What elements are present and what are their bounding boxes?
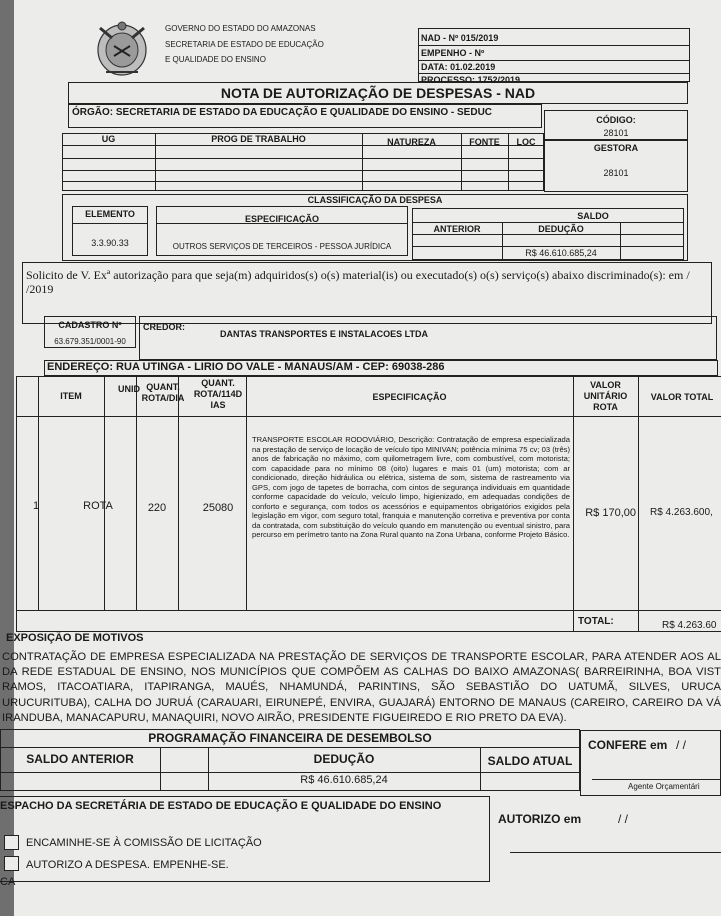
agente-orcamentario: Agente Orçamentári <box>628 782 700 791</box>
orgao-text: ÓRGÃO: SECRETARIA DE ESTADO DA EDUCAÇÃO E QUALIDADE DO ENSINO - SEDUC <box>72 107 493 118</box>
motivos-title: EXPOSIÇÃO DE MOTIVOS <box>6 632 144 644</box>
encaminhe-checkbox[interactable] <box>4 835 19 850</box>
confere-date-slashes: / / <box>676 738 687 752</box>
gestora-value: 28101 <box>603 168 629 178</box>
nad-number: NAD - Nº 015/2019 <box>421 33 499 43</box>
item-valor-unitario: R$ 170,00 <box>585 507 636 519</box>
col-valor-unitario: VALOR UNITÁRIO ROTA <box>583 380 628 412</box>
item-quant-ias: 25080 <box>202 502 234 514</box>
saldo-label: SALDO <box>577 211 609 221</box>
col-quant-ias: QUANT. ROTA/114D IAS <box>193 378 243 410</box>
item-valor-total: R$ 4.263.600, <box>650 507 713 518</box>
autorizo-em-label: AUTORIZO em <box>498 812 582 826</box>
especificacao-value: OUTROS SERVIÇOS DE TERCEIROS - PESSOA JURÍDICA <box>172 242 392 251</box>
elemento-value: 3.3.90.33 <box>91 238 129 248</box>
deducao-value-2: R$ 46.610.685,24 <box>300 774 388 786</box>
col-ug: UG <box>101 134 116 144</box>
col-unid: UNID <box>118 384 140 394</box>
header-gov-line1: GOVERNO DO ESTADO DO AMAZONAS <box>165 24 316 33</box>
credor-name: DANTAS TRANSPORTES E INSTALACOES LTDA <box>220 329 429 339</box>
item-number: 1 <box>32 500 40 512</box>
solicito-text: Solicito de V. Exª autorização para que seja(m) adquiridos(s) o(s) material(is) ou executado(s) o(s) serviço(s) abaixo discriminado(s): em / /2019 <box>26 268 690 296</box>
total-label: TOTAL: <box>578 616 614 627</box>
col-natureza: NATUREZA <box>387 137 436 147</box>
header-gov-line2: SECRETARIA DE ESTADO DE EDUCAÇÃO <box>165 40 324 49</box>
classificacao-title: CLASSIFICAÇÃO DA DESPESA <box>307 195 443 205</box>
gestora-label: GESTORA <box>593 143 639 153</box>
motivos-text: CONTRATAÇÃO DE EMPRESA ESPECIALIZADA NA PRESTAÇÃO DE SERVIÇOS DE TRANSPORTE ESCOLAR, PARA ATENDER AOS AL DA REDE ESTADUAL DE ENSINO, NOS MUNICÍPIOS QUE COMPÕEM AS CALHAS DO BAIXO AMAZONAS( BARREIRINHA, BOA VIST RAMOS, ITACOATIARA, ITAPIRANGA, MAUÉS, NHAMUNDÁ, PARINTINS, SÃO SEBASTIÃO DO UATUMÃ, SILVES, URUCA URUCURITUBA), CALHA DO JURUÁ (CARAUARI, EIRUNEPÉ, ENVIRA, GUAJARÁ) ENTORNO DE MANAUS (CAREIRO, CAREIRO DA VÁ IRANDUBA, MANACAPURU, MANAQUIRI, NOVO AIRÃO, PRESIDENTE FIGUEIREDO E RIO PRETO DA EVA). <box>2 651 721 724</box>
col-fonte: FONTE <box>469 137 500 147</box>
programacao-title: PROGRAMAÇÃO FINANCEIRA DE DESEMBOLSO <box>148 731 432 745</box>
col-quant-rota: QUANT. ROTA/DIA <box>141 382 185 403</box>
deducao-label: DEDUÇÃO <box>538 224 584 234</box>
header-gov-line3: E QUALIDADE DO ENSINO <box>165 55 266 64</box>
encaminhe-label: ENCAMINHE-SE À COMISSÃO DE LICITAÇÃO <box>26 837 262 849</box>
autorizo-checkbox[interactable] <box>4 856 19 871</box>
credor-label: CREDOR: <box>143 322 185 332</box>
codigo-value: 28101 <box>603 128 629 138</box>
deducao-label-2: DEDUÇÃO <box>313 752 375 766</box>
cadastro-value: 63.679.351/0001-90 <box>54 337 126 346</box>
endereco-text: ENDEREÇO: RUA UTINGA - LIRIO DO VALE - MANAUS/AM - CEP: 69038-286 <box>47 361 445 373</box>
document-title: NOTA DE AUTORIZAÇÃO DE DESPESAS - NAD <box>220 85 536 101</box>
saldo-atual-label: SALDO ATUAL <box>487 754 573 768</box>
col-prog-trabalho: PROG DE TRABALHO <box>211 134 306 144</box>
despacho-footer-fragment: CA <box>0 876 16 888</box>
nad-date: DATA: 01.02.2019 <box>421 62 496 72</box>
saldo-anterior-label: SALDO ANTERIOR <box>26 752 134 766</box>
anterior-label: ANTERIOR <box>433 224 481 234</box>
col-loc: LOC <box>516 137 536 147</box>
especificacao-label: ESPECIFICAÇÃO <box>244 214 319 224</box>
item-unid: ROTA <box>83 500 113 512</box>
col-especificacao: ESPECIFICAÇÃO <box>372 392 447 402</box>
item-quant-rota: 220 <box>147 502 167 514</box>
confere-label: CONFERE em <box>588 738 668 752</box>
autorizo-date-slashes: / / <box>618 812 629 826</box>
processo-number: PROCESSO: 1752/2019 <box>421 75 521 85</box>
col-valor-total: VALOR TOTAL <box>650 392 714 402</box>
amazonas-coat-of-arms-icon <box>92 16 152 80</box>
col-item: ITEM <box>60 391 82 401</box>
codigo-label: CÓDIGO: <box>596 115 636 125</box>
cadastro-label: CADASTRO Nº <box>58 320 122 330</box>
deducao-value: R$ 46.610.685,24 <box>525 248 597 258</box>
empenho-number: EMPENHO - Nº <box>421 48 485 58</box>
despacho-title: ESPACHO DA SECRETÁRIA DE ESTADO DE EDUCAÇÃO E QUALIDADE DO ENSINO <box>0 800 442 812</box>
total-value: R$ 4.263.60 <box>662 620 717 631</box>
item-description: TRANSPORTE ESCOLAR RODOVIÁRIO, Descrição: Contratação de empresa especializada na prestação de serviço de locação de veículo tipo MINIVAN; potência mínima 75 cv; 03 (três) anos de fabricação no máximo, com quilometragem livre, com combustível, com motorista; com capacidade para no mínimo 08 (oito) lugares e mais 01 (um) motorista; com ar condicionado, direção hidráulica ou elétrica, sistema de som, sistema de rastreamento via GPS, com jogo de tapetes de borracha, com cintos de segurança individuais em quantidade conforme capacidade do veículo, veículo limpo, higienizado, em adequadas condições de conforto e segurança, com todos os acessórios e equipamentos obrigatórios exigidos pela legislação em vigor, com seguro total, franquia e manutenção corretiva e preventiva por conta da contratada, com substituição do veículo quando em manutenção ou eventual sinistro, para percurso em perímetro tanto na Zona Rural quanto na Zona Urbana, conforme Projeto Básico. <box>252 435 570 539</box>
autorizo-label: AUTORIZO A DESPESA. EMPENHE-SE. <box>26 859 229 871</box>
elemento-label: ELEMENTO <box>85 209 135 219</box>
